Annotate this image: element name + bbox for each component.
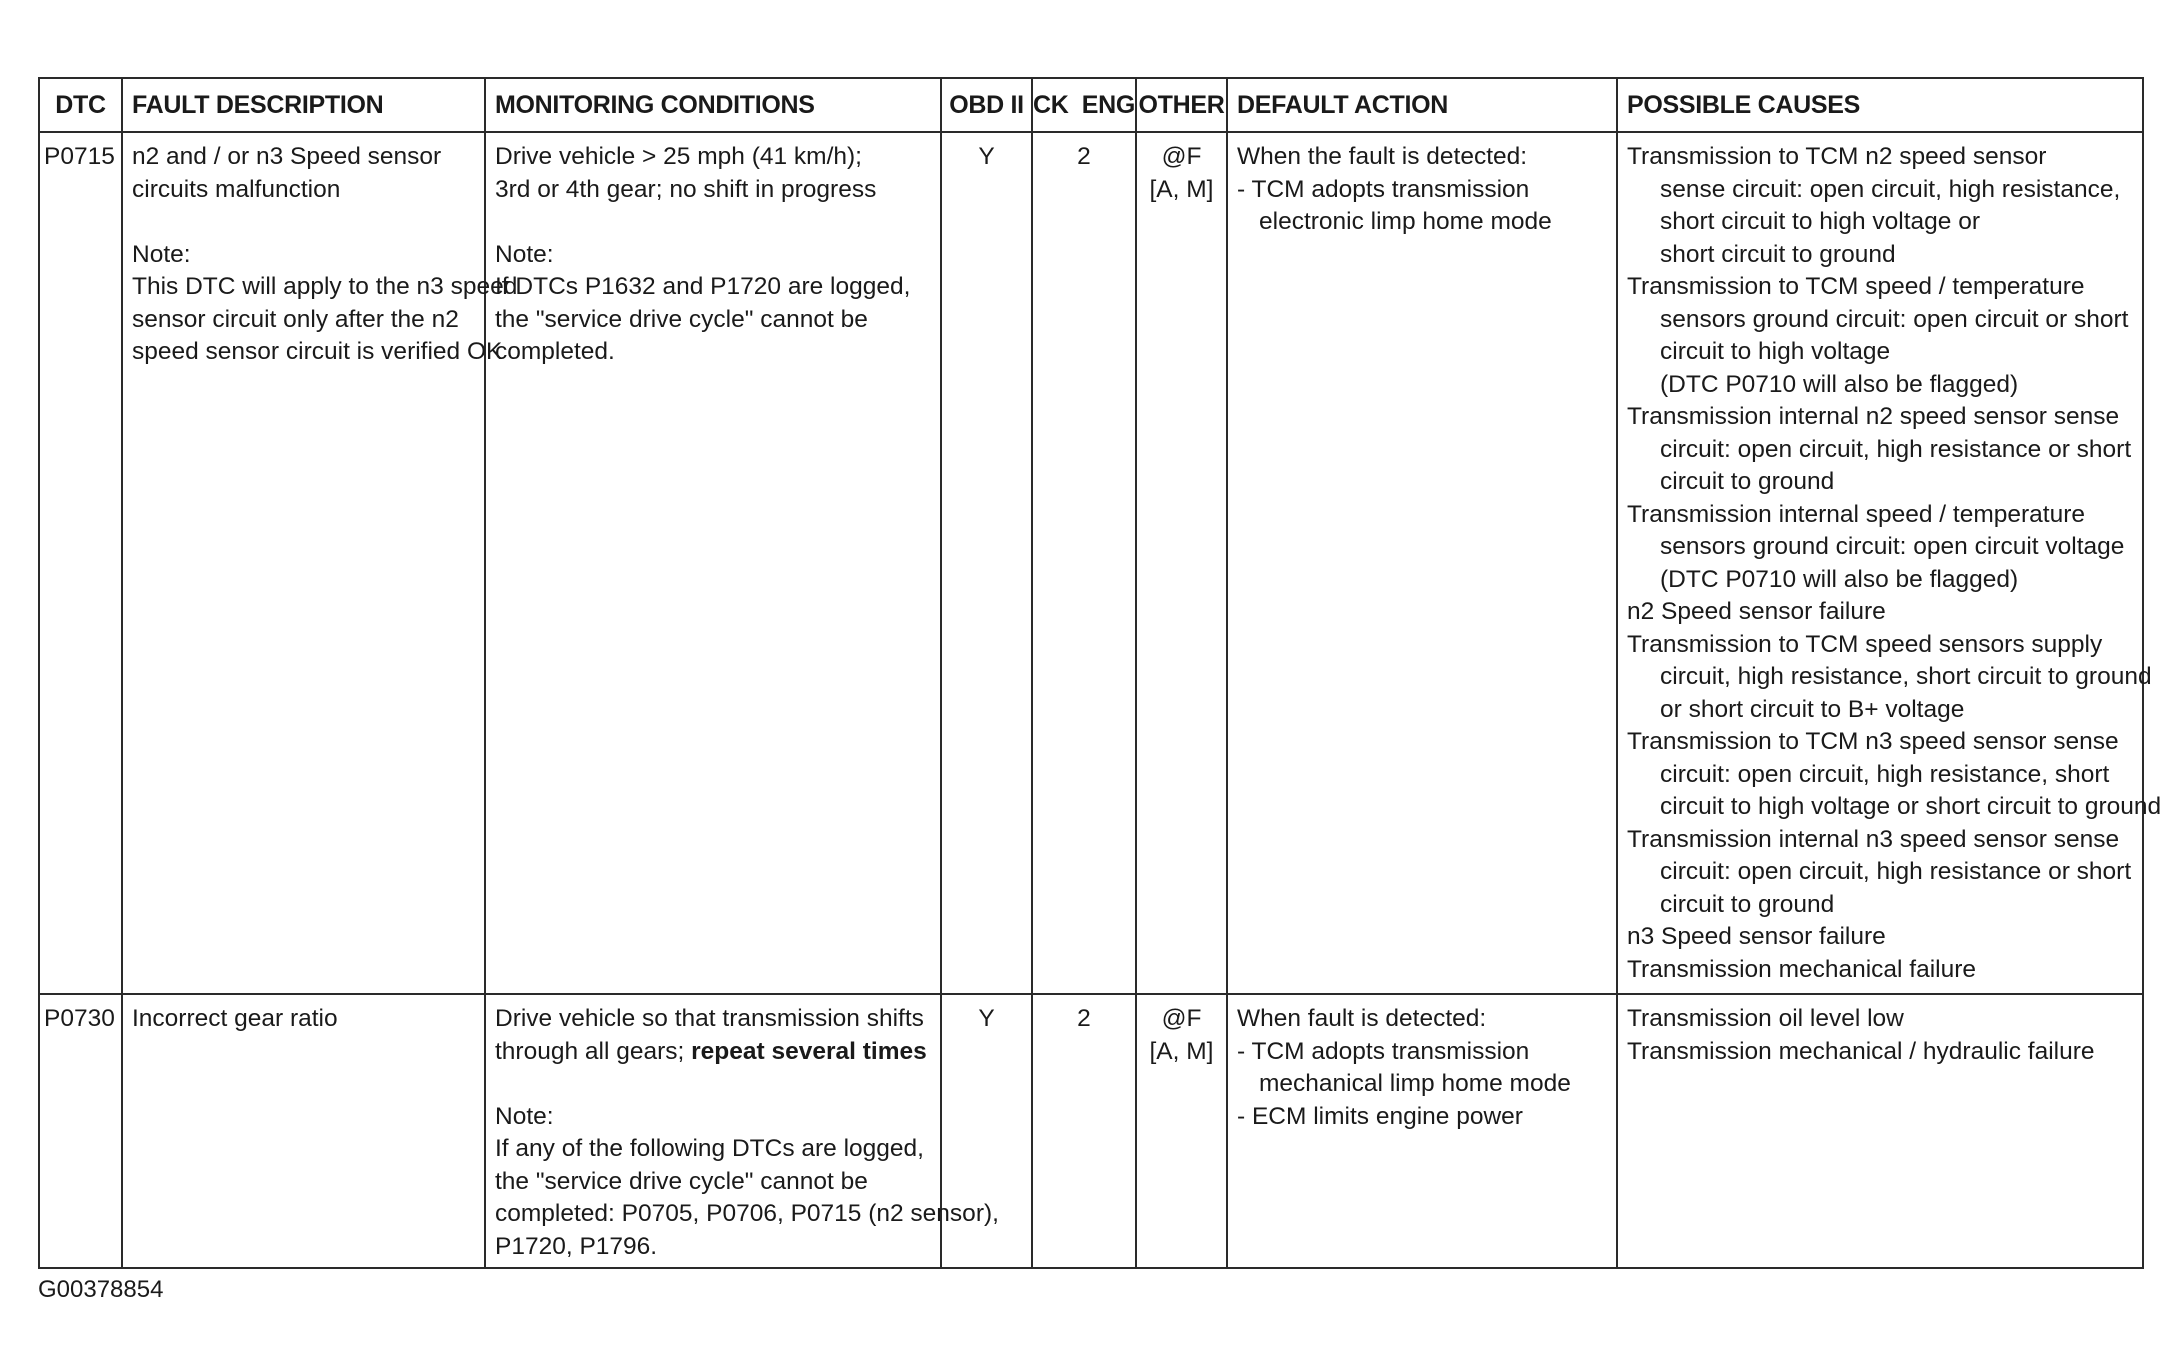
dtc-code: P0730 (44, 1005, 115, 1032)
cause-item-cont: sensors ground circuit: open circuit voltage (1660, 533, 2125, 560)
cause-item-cont: circuit to ground (1660, 890, 1835, 918)
other-value: [A, M] (1149, 1037, 1214, 1065)
default-action-cell (1227, 994, 1617, 1268)
cause-item: Transmission to TCM n2 speed sensor (1627, 143, 2047, 170)
note-line: completed. (495, 338, 615, 365)
cause-item: Transmission to TCM speed sensors supply (1627, 630, 2103, 658)
default-action-item: - ECM limits engine power (1237, 1102, 1523, 1130)
ck-eng-cell (1032, 994, 1136, 1268)
cause-item-cont: circuit: open circuit, high resistance or short (1660, 435, 2132, 463)
note-line: sensor circuit only after the n2 (132, 305, 459, 333)
note-line: If any of the following DTCs are logged, (495, 1135, 924, 1162)
other-cell (1136, 132, 1227, 994)
table-header-row (39, 78, 2143, 132)
fault-description-cell (122, 994, 485, 1268)
other-value: @F (1161, 1005, 1202, 1032)
cause-item: Transmission to TCM n3 speed sensor sense (1627, 728, 2119, 755)
cause-item: Transmission internal speed / temperature (1627, 500, 2085, 528)
note-label: Note: (495, 240, 554, 268)
fault-line: Incorrect gear ratio (132, 1005, 338, 1032)
cause-item-cont: circuit to high voltage (1660, 338, 1891, 365)
fault-description-cell (122, 132, 518, 994)
note-line: If DTCs P1632 and P1720 are logged, (495, 273, 911, 300)
note-label: Note: (495, 1102, 554, 1130)
cause-item-cont: short circuit to ground (1660, 240, 1896, 268)
cause-item-cont: circuit: open circuit, high resistance, short (1660, 760, 2110, 788)
monitoring-plain-text: through all gears; (495, 1037, 692, 1065)
cause-item-cont: (DTC P0710 will also be flagged) (1660, 565, 2019, 593)
header-dtc: DTC (39, 78, 122, 132)
table-row (39, 994, 2143, 1268)
monitoring-conditions-cell (485, 132, 941, 994)
cause-item: Transmission mechanical failure (1627, 955, 1977, 983)
other-cell (1136, 994, 1227, 1268)
cause-item-cont: or short circuit to B+ voltage (1660, 695, 1965, 723)
cause-item-cont: (DTC P0710 will also be flagged) (1660, 370, 2019, 398)
dtc-table-container (38, 77, 2162, 1269)
note-line: P1720, P1796. (495, 1232, 658, 1260)
cause-item: Transmission internal n3 speed sensor sense (1627, 825, 2120, 853)
note-line: completed: P0705, P0706, P0715 (n2 sensor), (495, 1200, 999, 1227)
default-action-intro: When the fault is detected: (1237, 143, 1528, 170)
cause-item: n3 Speed sensor failure (1627, 923, 1886, 950)
default-action-item: - TCM adopts transmission (1237, 175, 1530, 203)
default-action-cell (1227, 132, 1617, 994)
cause-item: Transmission to TCM speed / temperature (1627, 273, 2085, 300)
obd-ii-value: Y (978, 143, 995, 170)
obd-ii-value: Y (978, 1005, 995, 1032)
default-action-item-cont: electronic limp home mode (1259, 208, 1552, 235)
header-possible-causes: POSSIBLE CAUSES (1617, 78, 2143, 132)
cause-item: Transmission oil level low (1627, 1005, 1904, 1032)
header-ck-eng: CK ENG (1032, 78, 1136, 132)
header-fault-description: FAULT DESCRIPTION (122, 78, 485, 132)
dtc-code-cell (39, 132, 122, 994)
cause-item: Transmission internal n2 speed sensor sense (1627, 403, 2120, 430)
monitoring-emphasis-text: repeat several times (691, 1037, 927, 1065)
dtc-table (38, 77, 2162, 1269)
header-obd-ii: OBD II (941, 78, 1032, 132)
cause-item-cont: circuit: open circuit, high resistance or short (1660, 858, 2132, 885)
ck-eng-cell (1032, 132, 1136, 994)
fault-line: n2 and / or n3 Speed sensor (132, 143, 442, 170)
monitoring-line: 3rd or 4th gear; no shift in progress (495, 175, 877, 203)
note-line: the "service drive cycle" cannot be (495, 305, 868, 333)
possible-causes-cell (1617, 994, 2143, 1268)
fault-line: circuits malfunction (132, 175, 341, 203)
note-line: the "service drive cycle" cannot be (495, 1167, 868, 1195)
cause-item-cont: short circuit to high voltage or (1660, 208, 1981, 235)
ck-eng-value: 2 (1077, 143, 1091, 170)
cause-item: n2 Speed sensor failure (1627, 598, 1886, 625)
ck-eng-value: 2 (1077, 1005, 1091, 1032)
cause-item-cont: circuit to high voltage or short circuit to ground (1660, 793, 2162, 820)
monitoring-line: Drive vehicle so that transmission shifts (495, 1005, 924, 1032)
cause-item-cont: circuit, high resistance, short circuit to ground (1660, 663, 2152, 690)
note-line: speed sensor circuit is verified OK (132, 338, 503, 365)
cause-item-cont: sensors ground circuit: open circuit or short (1660, 305, 2129, 333)
possible-causes-cell (1617, 132, 2162, 994)
cause-item-cont: sense circuit: open circuit, high resistance, (1660, 175, 2121, 203)
cause-item-cont: circuit to ground (1660, 468, 1835, 495)
monitoring-conditions-cell (485, 994, 999, 1268)
obd-ii-cell (941, 132, 1032, 994)
dtc-code-cell (39, 994, 122, 1268)
dtc-code: P0715 (44, 143, 115, 170)
figure-id-label: G00378854 (38, 1276, 164, 1303)
cause-item: Transmission mechanical / hydraulic failure (1627, 1037, 2095, 1065)
note-label: Note: (132, 240, 191, 268)
monitoring-line: Drive vehicle > 25 mph (41 km/h); (495, 143, 862, 170)
table-row (39, 132, 2143, 994)
monitoring-line (495, 1036, 934, 1069)
default-action-item: - TCM adopts transmission (1237, 1037, 1530, 1065)
other-value: @F (1161, 143, 1202, 170)
default-action-item-cont: mechanical limp home mode (1259, 1070, 1571, 1097)
note-line: This DTC will apply to the n3 speed (132, 273, 518, 300)
header-other: OTHER (1136, 78, 1227, 132)
default-action-intro: When fault is detected: (1237, 1005, 1487, 1032)
header-default-action: DEFAULT ACTION (1227, 78, 1617, 132)
header-monitoring-conditions: MONITORING CONDITIONS (485, 78, 941, 132)
other-value: [A, M] (1149, 175, 1214, 203)
